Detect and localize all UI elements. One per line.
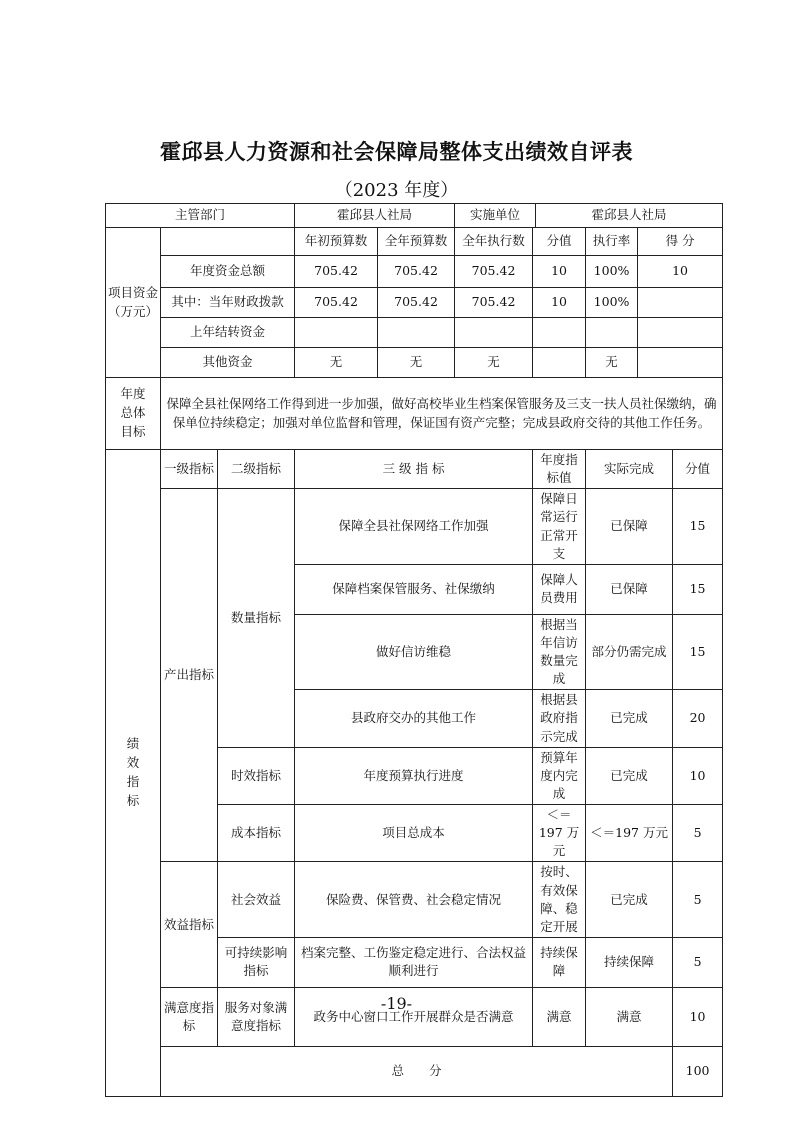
funds-row-name: 上年结转资金	[161, 318, 295, 348]
funds-header-row	[106, 228, 723, 256]
report-year: （2023 年度）	[334, 180, 459, 201]
actual-value: 已完成	[586, 862, 673, 938]
funds-cell: 10	[533, 288, 586, 318]
funds-row-name: 年度资金总额	[161, 256, 295, 288]
actual-value: ＜＝197 万元	[586, 805, 673, 862]
perf-col-level2: 二级指标	[218, 450, 295, 489]
page-number: -19-	[380, 994, 413, 1013]
goal-text: 保障全县社保网络工作得到进一步加强，做好高校毕业生档案保管服务及三支一扶人员社保缴纳，确保单位持续稳定；加强对单位监督和管理，保证国有资产完整；完成县政府交待的其他工作任务。	[161, 378, 723, 450]
perf-col-actual: 实际完成	[586, 450, 673, 489]
indicator: 保障全县社保网络工作加强	[295, 489, 533, 565]
target-value: 按时、有效保障、稳定开展	[533, 862, 586, 938]
funds-cell: 无	[455, 348, 533, 378]
goal-row	[106, 378, 723, 450]
funds-cell: 100%	[586, 256, 638, 288]
score-value: 5	[673, 937, 723, 987]
score-value: 15	[673, 564, 723, 614]
actual-value: 已保障	[586, 564, 673, 614]
target-value: 根据当年信访数量完成	[533, 614, 586, 690]
level2-cost: 成本指标	[218, 805, 295, 862]
total-label: 总 分	[161, 1046, 673, 1096]
funds-cell	[533, 348, 586, 378]
score-value: 5	[673, 805, 723, 862]
funds-cell	[586, 318, 638, 348]
actual-value: 已保障	[586, 489, 673, 565]
score-value: 10	[673, 987, 723, 1046]
total-score: 100	[673, 1046, 723, 1096]
funds-cell	[638, 318, 723, 348]
funds-row	[106, 348, 723, 378]
funds-cell: 705.42	[295, 256, 378, 288]
level2-timeliness: 时效指标	[218, 747, 295, 804]
funds-row-name: 其他资金	[161, 348, 295, 378]
funds-cell: 无	[378, 348, 455, 378]
funds-cell	[638, 348, 723, 378]
perf-col-target: 年度指标值	[533, 450, 586, 489]
indicator: 保险费、保管费、社会稳定情况	[295, 862, 533, 938]
target-value: 满意	[533, 987, 586, 1046]
level1-satisfaction: 满意度指标	[161, 987, 218, 1046]
perf-col-level1: 一级指标	[161, 450, 218, 489]
funds-cell	[295, 318, 378, 348]
funds-cell: 705.42	[378, 288, 455, 318]
target-value: 根据县政府指示完成	[533, 690, 586, 747]
funds-label: 项目资金 （万元）	[106, 228, 161, 378]
perf-row	[106, 862, 723, 938]
target-value: ＜＝197 万元	[533, 805, 586, 862]
funds-row-name: 其中：当年财政拨款	[161, 288, 295, 318]
target-value: 持续保障	[533, 937, 586, 987]
indicator: 县政府交办的其他工作	[295, 690, 533, 747]
level2-quantity: 数量指标	[218, 489, 295, 747]
page-title: 霍邱县人力资源和社会保障局整体支出绩效自评表	[160, 140, 633, 164]
perf-header-row	[106, 450, 723, 489]
level2-sustain: 可持续影响指标	[218, 937, 295, 987]
perf-row	[106, 489, 723, 565]
funds-cell: 705.42	[295, 288, 378, 318]
dept-value: 霍邱县人社局	[295, 204, 455, 228]
unit-label: 实施单位	[455, 204, 536, 228]
funds-cell	[533, 318, 586, 348]
funds-cell: 705.42	[455, 256, 533, 288]
funds-cell: 705.42	[455, 288, 533, 318]
funds-cell: 无	[295, 348, 378, 378]
score-value: 10	[673, 747, 723, 804]
score-value: 15	[673, 614, 723, 690]
total-row	[106, 1046, 723, 1096]
perf-label: 绩 效 指 标	[106, 450, 161, 1097]
dept-label: 主管部门	[106, 204, 295, 228]
col-initial-budget: 年初预算数	[295, 228, 378, 256]
score-value: 15	[673, 489, 723, 565]
funds-cell	[378, 318, 455, 348]
funds-cell: 10	[638, 256, 723, 288]
unit-value: 霍邱县人社局	[536, 204, 723, 228]
funds-cell	[638, 288, 723, 318]
indicator: 项目总成本	[295, 805, 533, 862]
indicator: 年度预算执行进度	[295, 747, 533, 804]
score-value: 5	[673, 862, 723, 938]
actual-value: 已完成	[586, 690, 673, 747]
funds-cell: 100%	[586, 288, 638, 318]
self-evaluation-table	[105, 203, 723, 1097]
target-value: 保障人员费用	[533, 564, 586, 614]
perf-col-level3: 三 级 指 标	[295, 450, 533, 489]
actual-value: 持续保障	[586, 937, 673, 987]
funds-cell	[455, 318, 533, 348]
actual-value: 满意	[586, 987, 673, 1046]
header-row	[106, 204, 723, 228]
target-value: 保障日常运行正常开支	[533, 489, 586, 565]
level1-output: 产出指标	[161, 489, 218, 862]
indicator: 做好信访维稳	[295, 614, 533, 690]
col-score: 得 分	[638, 228, 723, 256]
goal-label: 年度 总体 目标	[106, 378, 161, 450]
funds-cell: 10	[533, 256, 586, 288]
indicator: 档案完整、工伤鉴定稳定进行、合法权益顺利进行	[295, 937, 533, 987]
level1-benefit: 效益指标	[161, 862, 218, 988]
col-annual-budget: 全年预算数	[378, 228, 455, 256]
level2-service: 服务对象满意度指标	[218, 987, 295, 1046]
col-annual-exec: 全年执行数	[455, 228, 533, 256]
funds-cell: 无	[586, 348, 638, 378]
target-value: 预算年度内完成	[533, 747, 586, 804]
perf-col-score: 分值	[673, 450, 723, 489]
indicator: 政务中心窗口工作开展群众是否满意	[295, 987, 533, 1046]
funds-blank	[161, 228, 295, 256]
score-value: 20	[673, 690, 723, 747]
funds-row	[106, 256, 723, 288]
col-score-value: 分值	[533, 228, 586, 256]
actual-value: 已完成	[586, 747, 673, 804]
col-exec-rate: 执行率	[586, 228, 638, 256]
actual-value: 部分仍需完成	[586, 614, 673, 690]
indicator: 保障档案保管服务、社保缴纳	[295, 564, 533, 614]
funds-cell: 705.42	[378, 256, 455, 288]
funds-row	[106, 318, 723, 348]
level2-social: 社会效益	[218, 862, 295, 938]
funds-row	[106, 288, 723, 318]
